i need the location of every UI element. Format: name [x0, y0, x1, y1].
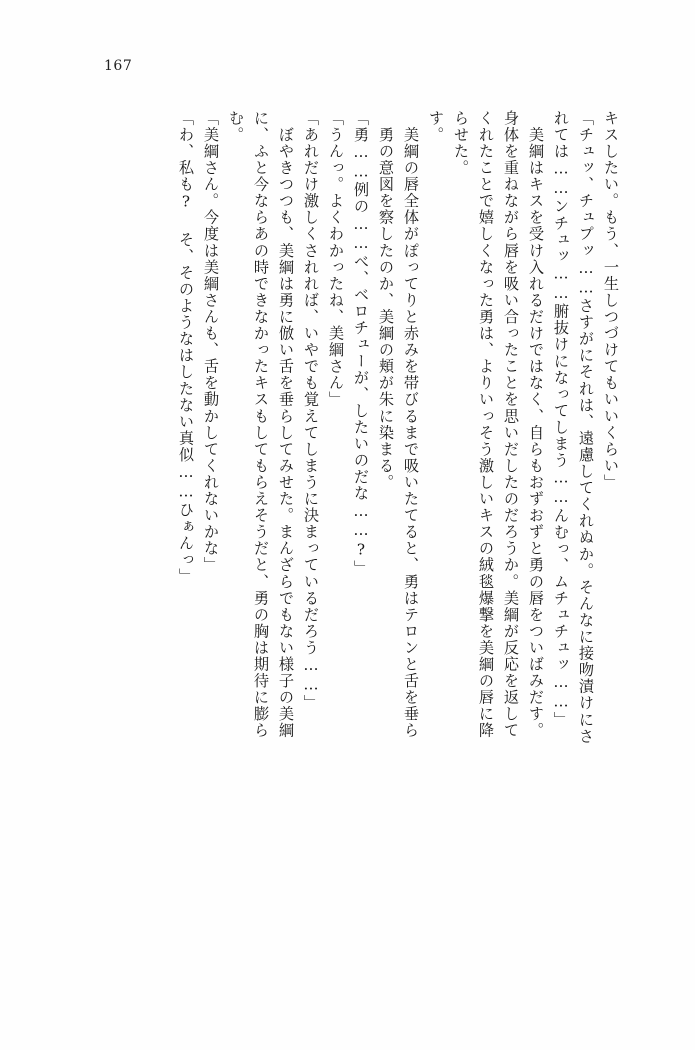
text-line: 「勇……例の……べ、ベロチューが、したいのだな……?」: [352, 110, 370, 577]
body-text: [78, 110, 618, 990]
text-line: 「美綱さん。今度は美綱さんも、舌を動かしてくれないかな」: [202, 110, 220, 574]
text-line: 「わ、私も? そ、そのようなはしたない真似……ひぁんっ」: [177, 110, 195, 585]
text-line: 身体を重ねながら唇を吸い合ったことを思いだしたのだろうか。美綱が反応を返して: [502, 110, 520, 739]
text-line: れては……ンチュッ……腑抜けになってしまう……んむっ、ムチュチュッ……」: [552, 110, 570, 729]
text-line: 勇の意図を察したのか、美綱の頬が朱に染まる。: [377, 110, 395, 491]
text-line: に、ふと今ならあの時できなかったキスもしてもらえそうだと、勇の胸は期待に膨ら: [252, 110, 270, 739]
page-number: 167: [104, 58, 133, 74]
text-line: む。: [227, 110, 245, 144]
text-line: す。: [427, 110, 445, 144]
text-line: らせた。: [452, 110, 470, 177]
text-line: 美綱はキスを受け入れるだけではなく、自らもおずおずと勇の唇をついばみだす。: [527, 110, 545, 739]
text-line: くれたことで嬉しくなった勇は、よりいっそう激しいキスの絨毯爆撃を美綱の唇に降: [477, 110, 495, 739]
text-line: 「うんっ。よくわかったね、美綱さん」: [327, 110, 345, 408]
text-line: 美綱の唇全体がぽってりと赤みを帯びるまで吸いたてると、勇はテロンと舌を垂ら: [402, 110, 420, 739]
text-line: キスしたい。もう、一生しつづけてもいいくらい」: [602, 110, 620, 491]
text-line: 「チュッ、チュプッ……さすがにそれは、遠慮してくれぬか。そんなに接吻漬けにさ: [577, 110, 595, 745]
text-line: 「あれだけ激しくされれば、いやでも覚えてしまうに決まっているだろう……」: [302, 110, 320, 712]
text-line: ぼやきつつも、美綱は勇に倣い舌を垂らしてみせた。まんざらでもない様子の美綱: [277, 110, 295, 739]
